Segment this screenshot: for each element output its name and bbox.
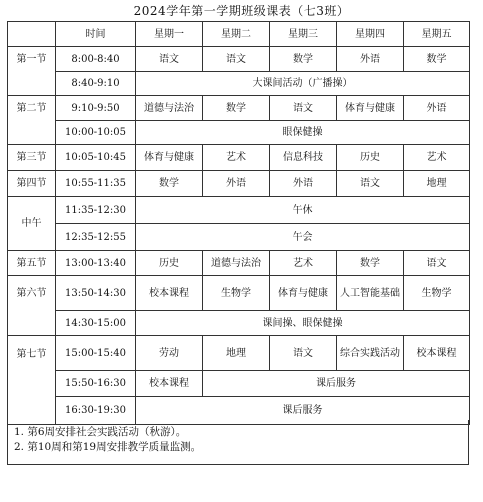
time-cell: 8:00-8:40 bbox=[56, 47, 136, 72]
header-thursday: 星期四 bbox=[337, 22, 404, 47]
header-row bbox=[8, 22, 470, 47]
table-row bbox=[8, 121, 470, 145]
table-row bbox=[8, 145, 470, 171]
time-cell: 15:00-15:40 bbox=[56, 336, 136, 371]
table-row bbox=[8, 47, 470, 72]
class-cell: 道德与法治 bbox=[136, 96, 203, 121]
class-cell: 数学 bbox=[136, 171, 203, 197]
class-cell: 体育与健康 bbox=[337, 96, 404, 121]
time-cell: 16:30-19:30 bbox=[56, 397, 136, 425]
period-label: 第七节 bbox=[8, 336, 56, 425]
table-row bbox=[8, 251, 470, 276]
class-cell: 外语 bbox=[404, 96, 470, 121]
class-cell: 数学 bbox=[404, 47, 470, 72]
time-cell: 13:50-14:30 bbox=[56, 276, 136, 311]
time-cell: 15:50-16:30 bbox=[56, 371, 136, 397]
class-cell: 劳动 bbox=[136, 336, 203, 371]
class-cell: 语文 bbox=[404, 251, 470, 276]
time-cell: 8:40-9:10 bbox=[56, 72, 136, 96]
class-cell: 综合实践活动 bbox=[337, 336, 404, 371]
table-row bbox=[8, 72, 470, 96]
time-cell: 14:30-15:00 bbox=[56, 311, 136, 336]
class-cell: 生物学 bbox=[203, 276, 270, 311]
notes-section bbox=[7, 420, 469, 465]
header-time: 时间 bbox=[56, 22, 136, 47]
activity-cell: 午会 bbox=[136, 224, 470, 251]
table-row bbox=[8, 311, 470, 336]
class-cell: 语文 bbox=[270, 96, 337, 121]
class-cell: 体育与健康 bbox=[136, 145, 203, 171]
note-item: 1. 第6周安排社会实践活动（秋游）。 bbox=[14, 426, 187, 438]
time-cell: 13:00-13:40 bbox=[56, 251, 136, 276]
class-cell: 数学 bbox=[270, 47, 337, 72]
period-label: 第三节 bbox=[8, 145, 56, 171]
class-cell: 艺术 bbox=[404, 145, 470, 171]
note-item: 2. 第10周和第19周安排教学质量监测。 bbox=[14, 441, 202, 453]
activity-cell: 课后服务 bbox=[203, 371, 470, 397]
table-row bbox=[8, 276, 470, 311]
class-cell: 外语 bbox=[270, 171, 337, 197]
schedule-title: 2024学年第一学期班级课表（七3班） bbox=[133, 4, 350, 18]
class-cell: 体育与健康 bbox=[270, 276, 337, 311]
class-cell: 语文 bbox=[136, 47, 203, 72]
period-label: 第四节 bbox=[8, 171, 56, 197]
header-tuesday: 星期二 bbox=[203, 22, 270, 47]
table-row bbox=[8, 96, 470, 121]
table-row bbox=[8, 371, 470, 397]
activity-cell: 大课间活动（广播操） bbox=[136, 72, 470, 96]
class-cell: 校本课程 bbox=[136, 276, 203, 311]
class-cell: 人工智能基础 bbox=[337, 276, 404, 311]
header-wednesday: 星期三 bbox=[270, 22, 337, 47]
class-cell: 历史 bbox=[337, 145, 404, 171]
period-label: 第二节 bbox=[8, 96, 56, 145]
class-cell: 地理 bbox=[203, 336, 270, 371]
header-monday: 星期一 bbox=[136, 22, 203, 47]
class-cell: 艺术 bbox=[203, 145, 270, 171]
class-cell: 地理 bbox=[404, 171, 470, 197]
class-cell: 信息科技 bbox=[270, 145, 337, 171]
activity-cell: 课间操、眼保健操 bbox=[136, 311, 470, 336]
class-cell: 艺术 bbox=[270, 251, 337, 276]
period-label: 第五节 bbox=[8, 251, 56, 276]
activity-cell: 课后服务 bbox=[136, 397, 470, 425]
class-cell: 校本课程 bbox=[404, 336, 470, 371]
class-cell: 校本课程 bbox=[136, 371, 203, 397]
time-cell: 10:55-11:35 bbox=[56, 171, 136, 197]
class-cell: 语文 bbox=[337, 171, 404, 197]
period-label: 第六节 bbox=[8, 276, 56, 336]
time-cell: 9:10-9:50 bbox=[56, 96, 136, 121]
class-cell: 数学 bbox=[337, 251, 404, 276]
table-row bbox=[8, 224, 470, 251]
class-cell: 语文 bbox=[203, 47, 270, 72]
period-label: 第一节 bbox=[8, 47, 56, 96]
class-cell: 数学 bbox=[203, 96, 270, 121]
class-cell: 道德与法治 bbox=[203, 251, 270, 276]
class-cell: 历史 bbox=[136, 251, 203, 276]
class-cell: 生物学 bbox=[404, 276, 470, 311]
table-row bbox=[8, 171, 470, 197]
time-cell: 10:05-10:45 bbox=[56, 145, 136, 171]
time-cell: 11:35-12:30 bbox=[56, 197, 136, 224]
time-cell: 10:00-10:05 bbox=[56, 121, 136, 145]
table-row bbox=[8, 336, 470, 371]
period-label: 中午 bbox=[8, 197, 56, 251]
class-cell: 外语 bbox=[337, 47, 404, 72]
activity-cell: 眼保健操 bbox=[136, 121, 470, 145]
class-cell: 语文 bbox=[270, 336, 337, 371]
activity-cell: 午休 bbox=[136, 197, 470, 224]
corner-cell bbox=[8, 22, 56, 47]
class-schedule-table bbox=[7, 21, 470, 425]
header-friday: 星期五 bbox=[404, 22, 470, 47]
table-row bbox=[8, 197, 470, 224]
time-cell: 12:35-12:55 bbox=[56, 224, 136, 251]
class-cell: 外语 bbox=[203, 171, 270, 197]
